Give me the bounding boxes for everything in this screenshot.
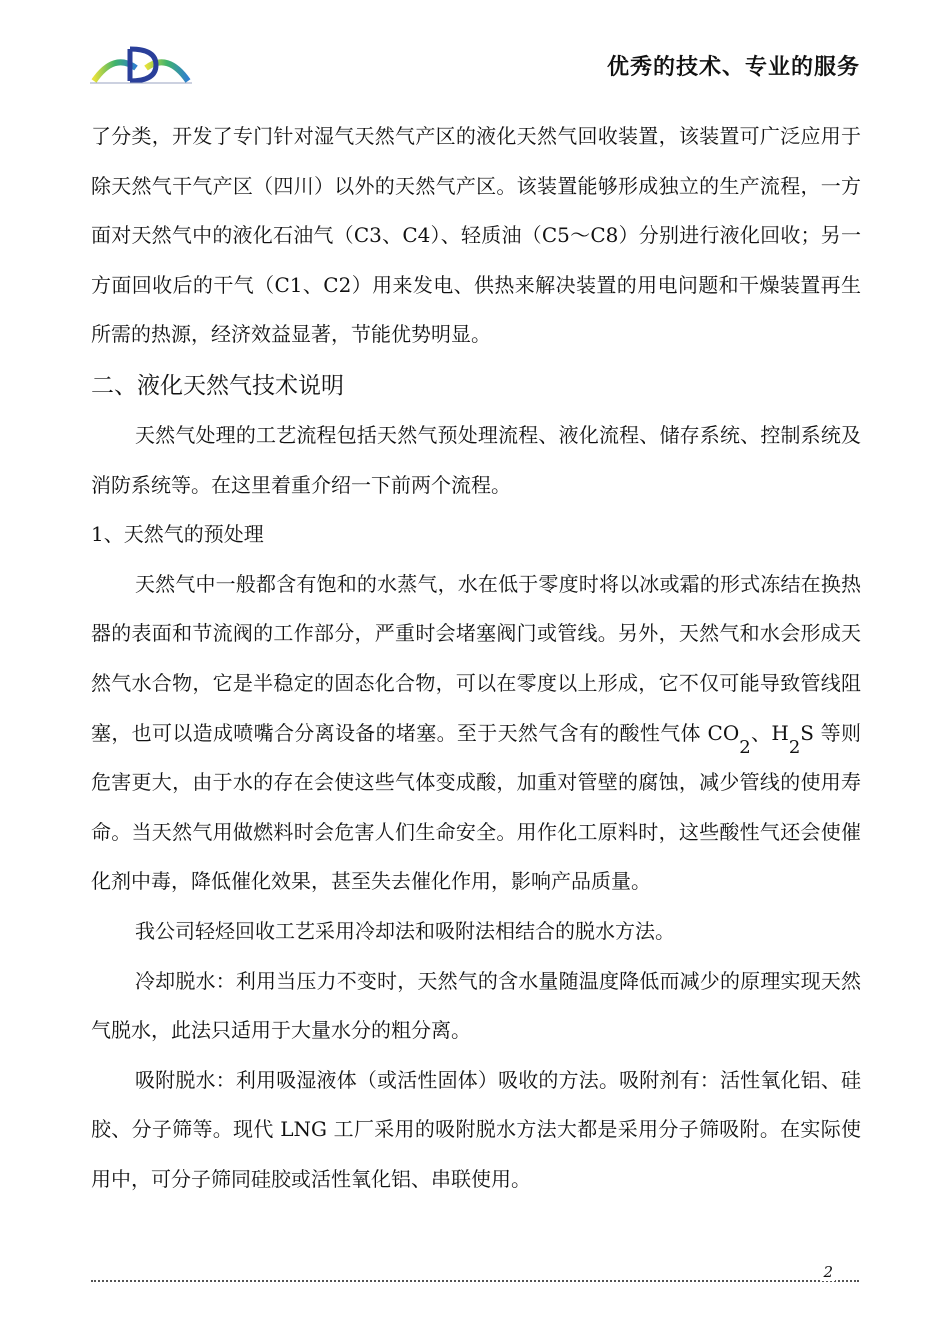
document-body bbox=[91, 112, 861, 1204]
subscript: 2 bbox=[788, 736, 801, 758]
paragraph: 天然气处理的工艺流程包括天然气预处理流程、液化流程、储存系统、控制系统及消防系统等。在这里着重介绍一下前两个流程。 bbox=[91, 422, 861, 497]
page-number: 2 bbox=[823, 1263, 833, 1281]
paragraph: 了分类，开发了专门针对湿气天然气产区的液化天然气回收装置，该装置可广泛应用于除天然气干气产区（四川）以外的天然气产区。该装置能够形成独立的生产流程，一方面对天然气中的液化石油气（C3、C4）、轻质油（C5～C8）分别进行液化回收；另一方面回收后的干气（C1、C2）用来发电、供热来解决装置的用电问题和干燥装置再生所需的热源，经济效益显著，节能优势明显。 bbox=[91, 124, 861, 347]
text-run: S 等则危害更大，由于水的存在会使这些气体变成酸，加重对管壁的腐蚀，减少管线的使用寿命。当天然气用做燃料时会危害人们生命安全。用作化工原料时，这些酸性气还会使催化剂中毒，降低催化效果，甚至失去催化作用，影响产品质量。 bbox=[91, 720, 861, 894]
text-run: 天然气中一般都含有饱和的水蒸气，水在低于零度时将以冰或霜的形式冻结在换热器的表面和节流阀的工作部分，严重时会堵塞阀门或管线。另外，天然气和水会形成天然气水合物，它是半稳定的固态化合物，可以在零度以上形成，它不仅可能导致管线阻塞，也可以造成喷嘴合分离设备的堵塞。至于天然气含有的酸性气体 CO bbox=[91, 571, 861, 745]
subsection-heading: 1、天然气的预处理 bbox=[91, 522, 264, 547]
paragraph: 吸附脱水：利用吸湿液体（或活性固体）吸收的方法。吸附剂有：活性氧化铝、硅胶、分子筛等。现代 LNG 工厂采用的吸附脱水方法大都是采用分子筛吸附。在实际使用中，可分子筛同硅胶或活性氧化铝、串联使用。 bbox=[91, 1067, 861, 1191]
paragraph: 冷却脱水：利用当压力不变时，天然气的含水量随温度降低而减少的原理实现天然气脱水，此法只适用于大量水分的粗分离。 bbox=[91, 968, 861, 1043]
company-logo bbox=[90, 44, 192, 84]
text-run: 、H bbox=[750, 720, 789, 745]
footer-rule bbox=[91, 1263, 859, 1282]
paragraph bbox=[91, 560, 861, 907]
paragraph: 我公司轻烃回收工艺采用冷却法和吸附法相结合的脱水方法。 bbox=[135, 918, 675, 943]
header-slogan: 优秀的技术、专业的服务 bbox=[606, 55, 860, 80]
section-heading: 二、液化天然气技术说明 bbox=[91, 372, 344, 399]
subscript: 2 bbox=[739, 736, 751, 758]
